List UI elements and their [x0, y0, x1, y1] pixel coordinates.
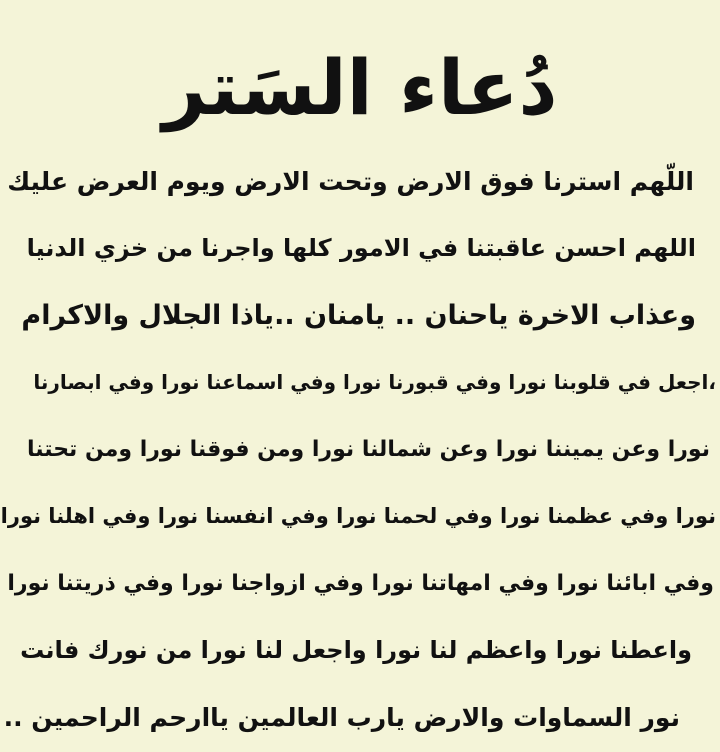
- prayer-line-6: نورا وفي عظمنا نورا وفي لحمنا نورا وفي انفسنا نورا وفي اهلنا نورا: [0, 504, 716, 528]
- prayer-line-1: اللّهم استرنا فوق الارض وتحت الارض ويوم العرض عليك: [7, 167, 694, 196]
- prayer-line-5: نورا وعن يميننا نورا وعن شمالنا نورا ومن فوقنا نورا ومن تحتنا: [26, 437, 710, 462]
- prayer-line-7: وفي ابائنا نورا وفي امهاتنا نورا وفي ازواجنا نورا وفي ذريتنا نورا: [7, 571, 714, 596]
- prayer-line-4: ،اجعل في قلوبنا نورا وفي قبورنا نورا وفي اسماعنا نورا وفي ابصارنا: [33, 370, 716, 394]
- prayer-line-2: اللهم احسن عاقبتنا في الامور كلها واجرنا من خزي الدنيا: [26, 234, 696, 262]
- prayer-line-3: وعذاب الاخرة ياحنان .. يامنان ..ياذا الجلال والاكرام: [21, 300, 696, 331]
- prayer-text: [0, 148, 720, 751]
- page-title: دُعاء السَتر: [162, 43, 558, 132]
- prayer-line-9: نور السماوات والارض يارب العالمين ياارحم الراحمين ..: [3, 703, 680, 732]
- prayer-line-8: واعطنا نورا واعظم لنا نورا واجعل لنا نورا من نورك فانت: [20, 636, 692, 664]
